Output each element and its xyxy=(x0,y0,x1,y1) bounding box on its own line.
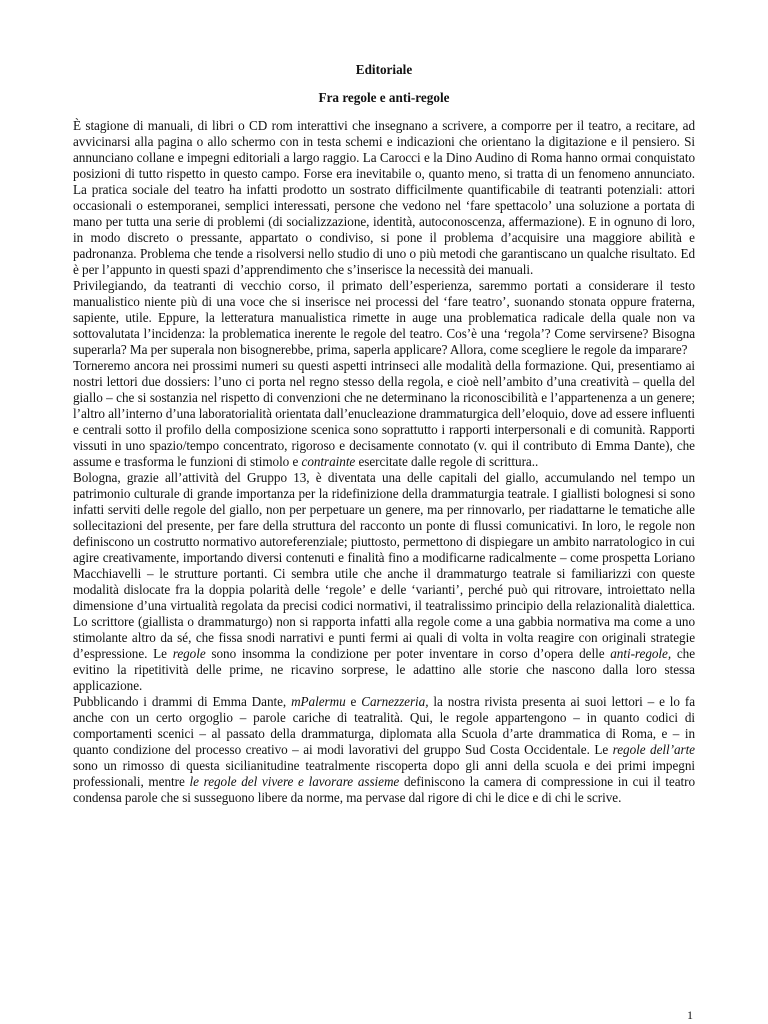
document-subtitle: Fra regole e anti-regole xyxy=(318,90,450,105)
text-run: È stagione di manuali, di libri o CD rom interattivi che insegnano a scrivere, a comporre per il teatro, a recitare, ad avvicinarsi alla pagina o allo schermo con in testa schemi e indicazioni che orientano la digitazione e il pensiero. Si annunciano collane e impegni editoriali a largo raggio. La Carocci e la Dino Audino di Roma hanno ormai conquistato posizioni di tutto rispetto in questo campo. Forse era inevitabile o, quanto meno, si tratta di un fenomeno annunciato. La pratica sociale del teatro ha infatti prodotto un sostrato difficilmente quantificabile di teatranti potenziali: attori occasionali o estemporanei, semplici interessati, persone che vedono nel ‘fare spettacolo’ una soluzione a portata di mano per tutta una serie di problemi (di socializzazione, identità, autoconoscenza, affermazione). E in ognuno di loro, in modo discreto o pressante, appartato o condiviso, si pone il problema d’acquisire una maggiore abilità e padronanza. Problema che tende a risolversi nello studio di uno o più metodi che garantiscano un qualche risultato. Ed è per l’appunto in questi spazi d’apprendimento che s’inserisce la necessità dei manuali. xyxy=(73,118,695,277)
document-title: Editoriale xyxy=(355,62,413,77)
paragraph xyxy=(73,358,695,470)
paragraph xyxy=(73,118,695,278)
italic-text: contrainte xyxy=(301,454,356,469)
text-run: esercitate dalle regole di scrittura.. xyxy=(355,454,539,469)
italic-text: anti-regole, xyxy=(610,646,672,661)
document-page xyxy=(73,62,695,806)
italic-text: regole dell’arte xyxy=(612,742,695,757)
text-run: che evitino la ripetitività delle prime, ne ricavino sorprese, le adattino alle storie che nascono dalla loro stessa applicazione. xyxy=(73,646,695,693)
text-run: e xyxy=(345,694,362,709)
text-run: Privilegiando, da teatranti di vecchio corso, il primato dell’esperienza, saremmo portati a considerare il testo manualistico niente più di una voce che si inserisce nei processi del ‘fare teatro’, suonando stonata oppure fraterna, sapiente, utile. Eppure, la letteratura manualistica rimette in auge una problematica radicale della quale non va sottovalutata l’incidenza: la problematica inerente le regole del teatro. Cos’è una ‘regola’? Come servirsene? Bisogna superarla? Ma per superala non bisognerebbe, prima, saperla applicare? Allora, come scegliere le regole da imparare? xyxy=(73,278,695,357)
page-number: 1 xyxy=(687,1008,693,1022)
text-run: Torneremo ancora nei prossimi numeri su questi aspetti intrinseci alle modalità della formazione. Qui, presentiamo ai nostri lettori due dossiers: l’uno ci porta nel regno stesso della regola, e cioè nell’ambito d’una creatività – quella del giallo – che si sostanzia nel rispetto di convenzioni che ne determinano la riconoscibilità e l’appartenenza a un genere; l’altro all’interno d’una laboratorialità orientata dall’enucleazione drammaturgica dell’eloquio, dove ad essere influenti e centrali sotto il profilo della composizione scenica sono soprattutto i rapporti interpersonali e di comunità. Rapporti vissuti in uno spazio/tempo concentrato, rigoroso e decisamente connotato (v. qui il contributo di Emma Dante), che assume e trasforma le funzioni di stimolo e xyxy=(73,358,696,469)
italic-text: mPalermu xyxy=(291,694,346,709)
italic-text: le regole del vivere e lavorare assieme xyxy=(189,774,400,789)
text-run: definiscono la camera di compressione in cui il teatro condensa parole che si susseguono libere da norme, ma pervase dal rigore di chi le dice e di chi le scrive. xyxy=(73,774,696,805)
italic-text: regole xyxy=(172,646,206,661)
italic-text: Carnezzeria, xyxy=(361,694,429,709)
text-run: la nostra rivista presenta ai suoi lettori – e lo fa anche con un certo orgoglio – parole cariche di teatralità. Qui, le regole appartengono – in quanto codici di comportamenti scenici – al passato della drammaturga, diplomata alla Scuola d’arte drammatica di Roma, e – in quanto condizione del processo creativo – ai modi lavorativi del gruppo Sud Costa Occidentale. Le xyxy=(73,694,696,757)
text-run: sono insomma la condizione per poter inventare in corso d’opera delle xyxy=(205,646,611,661)
text-run: Pubblicando i drammi di Emma Dante, xyxy=(73,694,292,709)
body-text xyxy=(73,118,695,806)
paragraph xyxy=(73,278,695,358)
text-run: Bologna, grazie all’attività del Gruppo 13, è diventata una delle capitali del giallo, accumulando nel tempo un patrimonio culturale di grande importanza per la ridefinizione della drammaturgia teatrale. I giallisti bolognesi si sono infatti serviti delle regole del giallo, non per perpetuare un genere, ma per rinnovarlo, per riadattarne le tematiche alle sollecitazioni del presente, per fare della struttura del racconto un ponte di flussi comunicativi. In loro, le regole non definiscono un costrutto normativo autoreferenziale; piuttosto, permettono di dispiegare un ambito narratologico in cui agire creativamente, importando diversi contenuti e finalità fino a modificarne radicalmente – come prospetta Loriano Macchiavelli – le strutture portanti. Ci sembra utile che anche il drammaturgo teatrale si familiarizzi con queste modalità dislocate fra la doppia polarità delle ‘regole’ e delle ‘varianti’, perché può qui ritrovare, introiettato nella dimensione d’una virtualità regolata da precisi codici normativi, il teatralissimo principio della relazionalità dialettica. Lo scrittore (giallista o drammaturgo) non si rapporta infatti alla regole come a una gabbia normativa ma come a uno stimolante altro da sé, che fissa snodi narrativi e punti fermi ai quali di volta in volta reagire con originali strategie d’espressione. Le xyxy=(73,470,695,661)
text-run: sono un rimosso di questa sicilianitudine teatralmente riscoperta dopo gli anni della scuola e dei primi impegni professionali, mentre xyxy=(73,758,695,789)
paragraph xyxy=(73,470,695,694)
paragraph xyxy=(73,694,695,806)
